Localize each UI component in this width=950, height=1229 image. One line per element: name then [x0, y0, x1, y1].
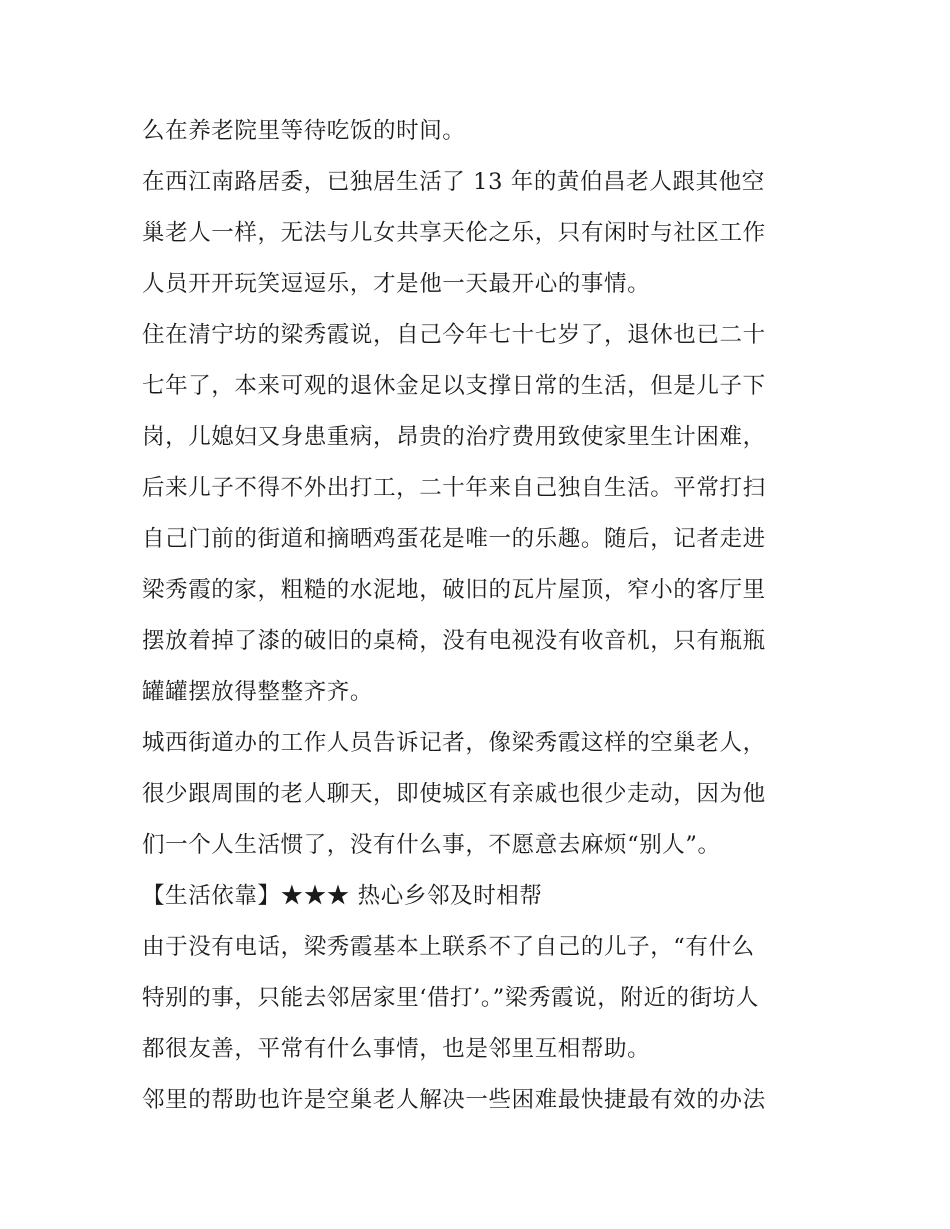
text-line: 岗，儿媳妇又身患重病，昂贵的治疗费用致使家里生计困难，: [142, 424, 766, 450]
text-line: 么在养老院里等待吃饭的时间。: [142, 118, 466, 144]
text-line: 特别的事，只能去邻居家里‘借打’。”梁秀霞说，附近的街坊人: [142, 985, 759, 1011]
text-line: 邻里的帮助也许是空巢老人解决一些困难最快捷最有效的办法: [142, 1087, 766, 1113]
text-line: 人员开开玩笑逗逗乐，才是他一天最开心的事情。: [142, 271, 651, 297]
text-line: 梁秀霞的家，粗糙的水泥地，破旧的瓦片屋顶，窄小的客厅里: [142, 577, 766, 603]
text-line: 摆放着掉了漆的破旧的桌椅，没有电视没有收音机，只有瓶瓶: [142, 628, 766, 654]
text-line: 在西江南路居委，已独居生活了 13 年的黄伯昌老人跟其他空: [142, 169, 765, 195]
text-line: 们一个人生活惯了，没有什么事，不愿意去麻烦“别人”。: [142, 832, 721, 858]
text-line: 巢老人一样，无法与儿女共享天伦之乐，只有闲时与社区工作: [142, 220, 766, 246]
text-line: 七年了，本来可观的退休金足以支撑日常的生活，但是儿子下: [142, 373, 766, 399]
text-line: 罐罐摆放得整整齐齐。: [142, 679, 374, 705]
text-line: 很少跟周围的老人聊天，即使城区有亲戚也很少走动，因为他: [142, 781, 766, 807]
section-heading: 【生活依靠】★★★ 热心乡邻及时相帮: [142, 883, 543, 909]
text-line: 由于没有电话，梁秀霞基本上联系不了自己的儿子，“有什么: [142, 934, 755, 960]
text-line: 城西街道办的工作人员告诉记者，像梁秀霞这样的空巢老人，: [142, 730, 766, 756]
text-line: 后来儿子不得不外出打工，二十年来自己独自生活。平常打扫: [142, 475, 766, 501]
text-line: 住在清宁坊的梁秀霞说，自己今年七十七岁了，退休也已二十: [142, 322, 766, 348]
body-text: [142, 106, 822, 1126]
text-line: 都很友善，平常有什么事情，也是邻里互相帮助。: [142, 1036, 651, 1062]
text-line: 自己门前的街道和摘晒鸡蛋花是唯一的乐趣。随后，记者走进: [142, 526, 766, 552]
